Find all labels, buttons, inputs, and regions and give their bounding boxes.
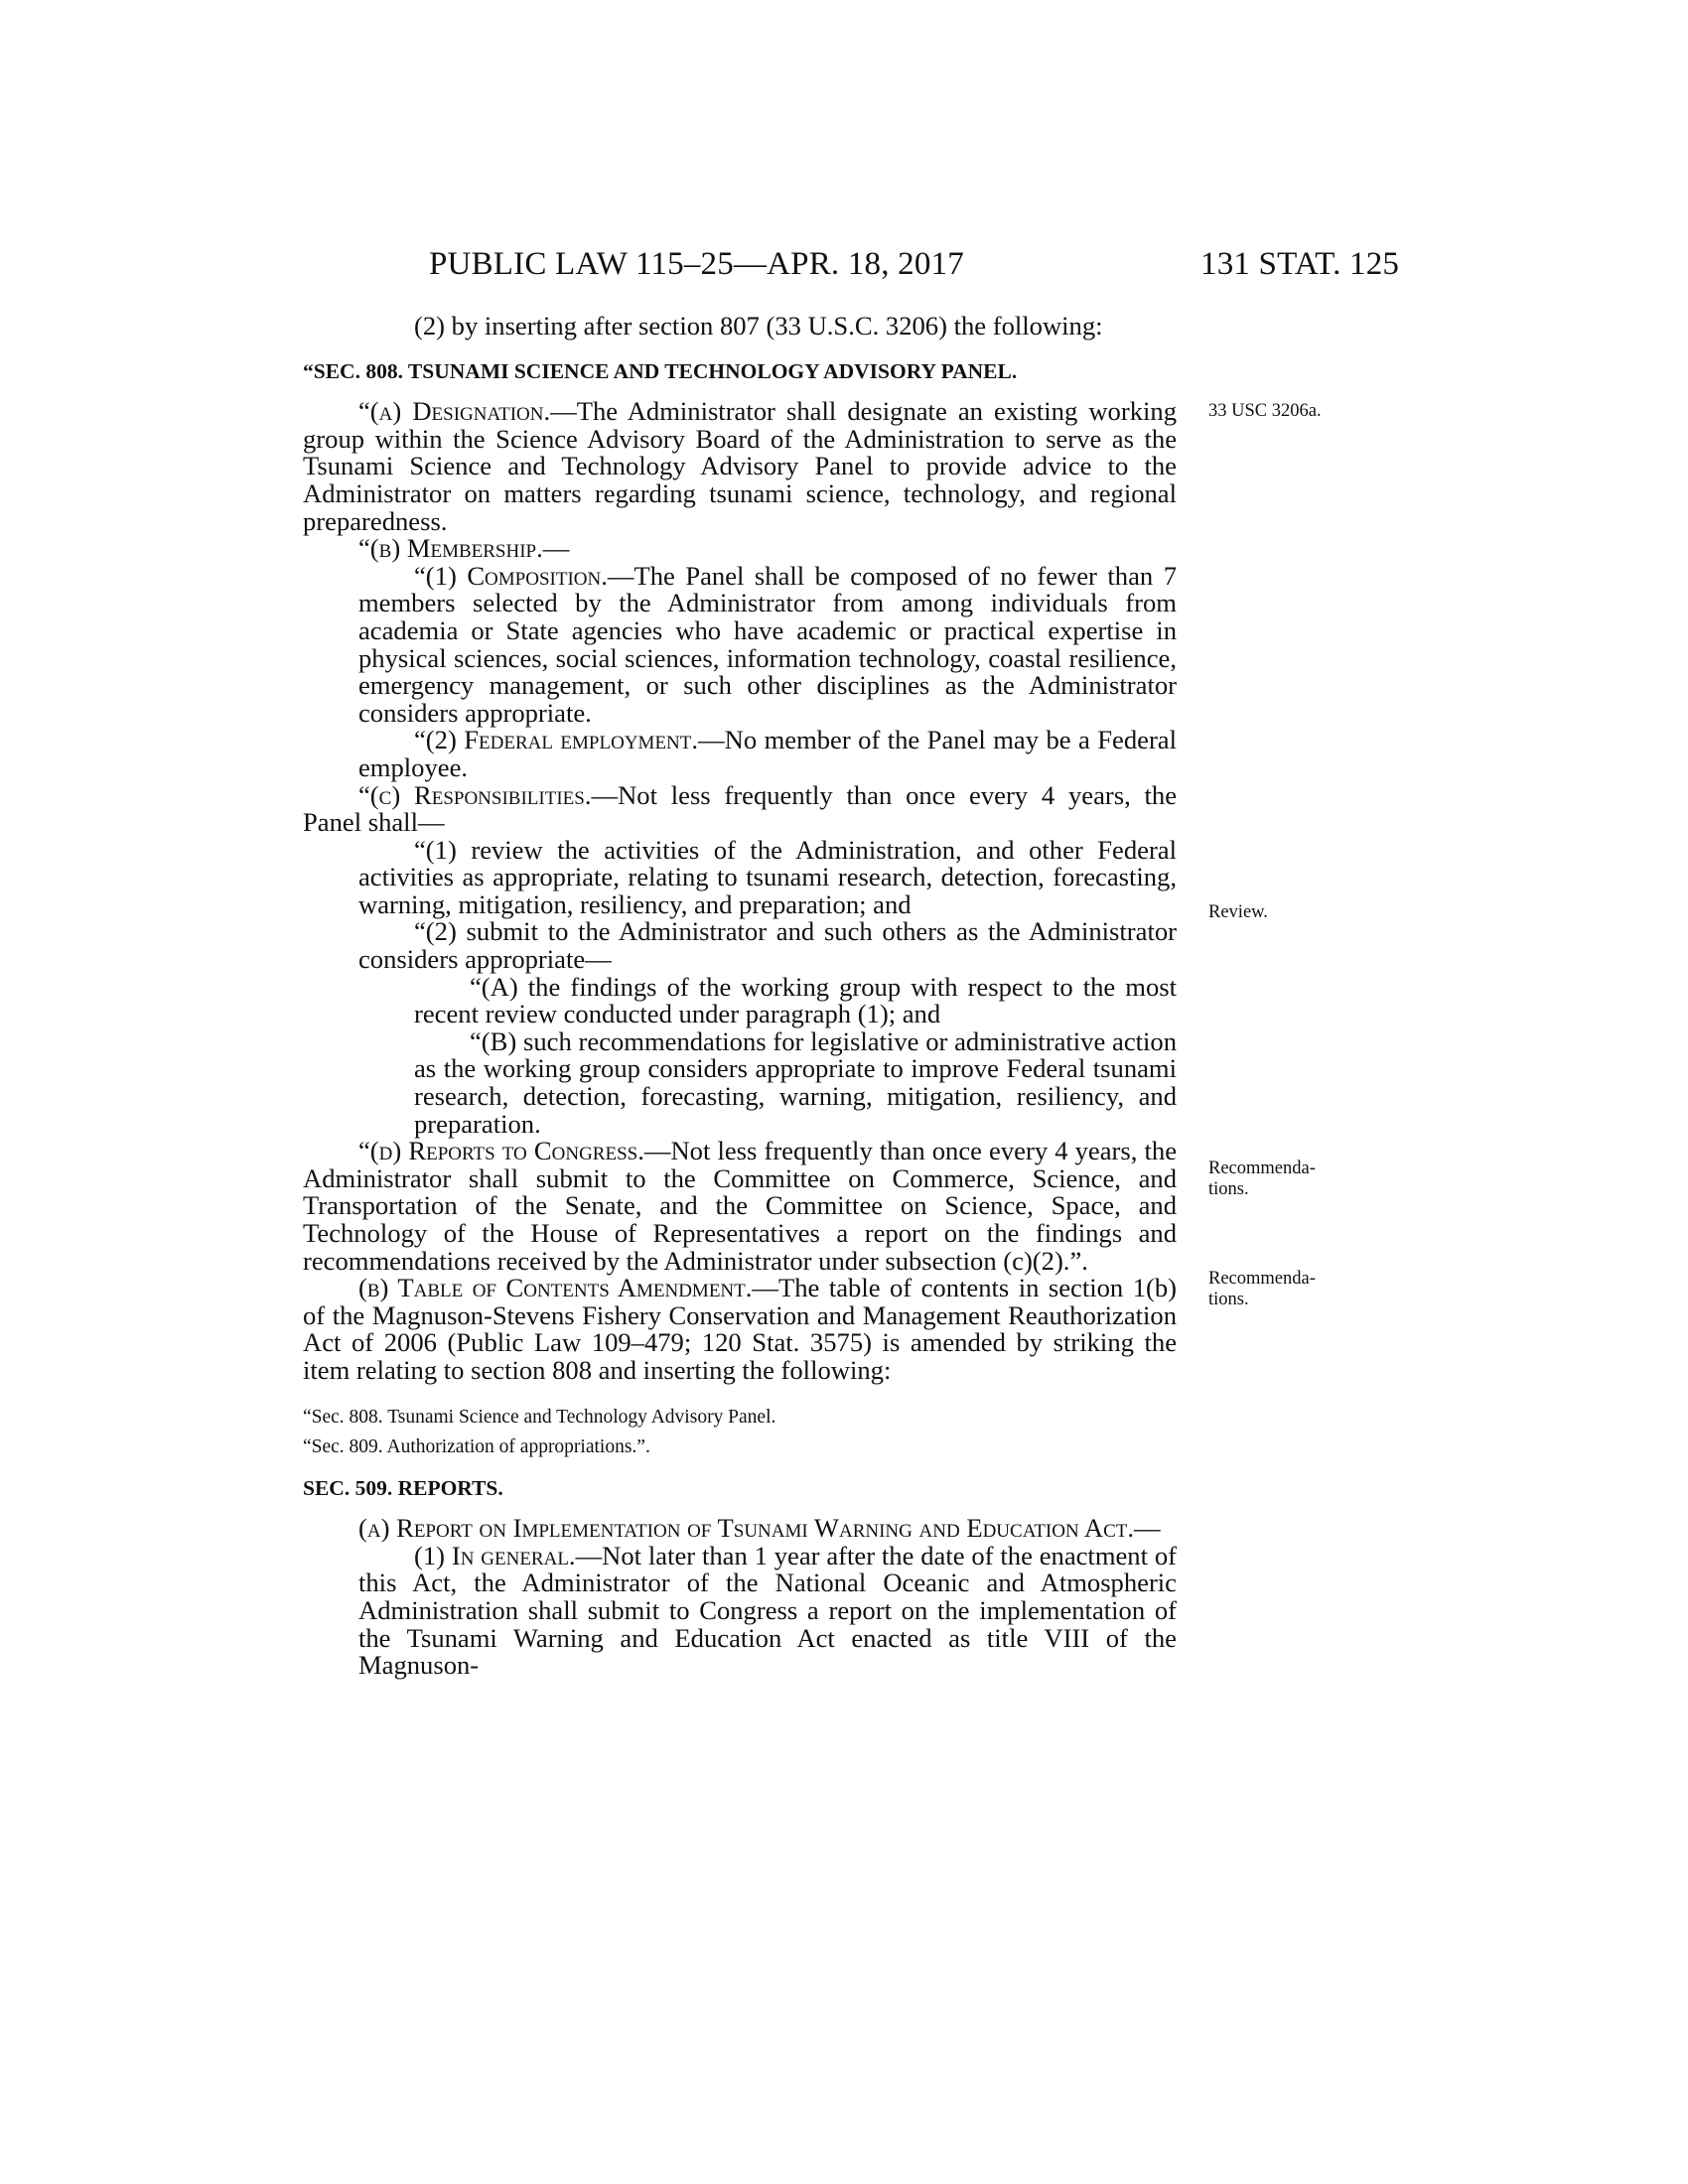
toc-amendment-text: —The table of contents in section 1(b) of the Magnuson-Stevens Fishery Conservation and Management Reauthorization Act of 2006 (Public Law 109–479; 120 Stat. 3575) is amended by striking the item relating to section 808 and inserting the following: bbox=[303, 1273, 1177, 1385]
toc-amendment bbox=[303, 1275, 1177, 1384]
subsection-b bbox=[303, 535, 1177, 563]
toc-amendment-heading: (b) Table of Contents Amendment. bbox=[358, 1273, 753, 1303]
paragraph-c1: “(1) review the activities of the Administration, and other Federal activities as appropriate, relating to tsunami research, detection, forecasting, warning, mitigation, resiliency, and preparation; and bbox=[358, 834, 1177, 919]
toc-item: “Sec. 808. Tsunami Science and Technology Advisory Panel. bbox=[303, 1406, 776, 1428]
paragraph-b1 bbox=[303, 560, 1177, 728]
reports-paragraph-1 bbox=[303, 1540, 1177, 1681]
subsection-b-heading: “(b) Membership. bbox=[358, 533, 543, 564]
subsection-c bbox=[303, 779, 1178, 838]
subsection-c-text: —Not less frequently than once every 4 years, the Panel shall— bbox=[303, 779, 1178, 838]
reports-subsection-a-heading: (a) Report on Implementation of Tsunami Warning and Education Act. bbox=[358, 1513, 1134, 1544]
paragraph-intro: (2) by inserting after section 807 (33 U.S.C. 3206) the following: bbox=[414, 311, 1103, 341]
reports-subsection-a-dash: — bbox=[1134, 1513, 1161, 1544]
margin-note-recommendations: Recommenda- tions. bbox=[1208, 1159, 1316, 1199]
subparagraph-cA: “(A) the findings of the working group with respect to the most recent review conducted under paragraph (1); and bbox=[414, 971, 1177, 1029]
margin-note-recommendations: Recommenda- tions. bbox=[1208, 1269, 1316, 1309]
subparagraph-cB: “(B) such recommendations for legislative or administrative action as the working group considers appropriate to improve Federal tsunami research, detection, forecasting, warning, mitigation, resiliency, and preparation. bbox=[414, 1025, 1177, 1139]
subsection-b-dash: — bbox=[542, 533, 570, 564]
subsection-a-heading: “(a) Designation. bbox=[358, 396, 551, 427]
subsection-d-text: —Not less frequently than once every 4 years, the Administrator shall submit to the Committee on Commerce, Science, and Transportation of the Senate, and the Committee on Science, Space, and Technology of the House of Representatives a report on the findings and recommendations received by the Administrator under subsection (c)(2).”. bbox=[303, 1136, 1177, 1276]
paragraph-b1-text: —The Panel shall be composed of no fewer than 7 members selected by the Administrator from among individuals from academia or State agencies who have academic or practical expertise in physical sciences, social sciences, information technology, coastal resilience, emergency management, or such other disciplines as the Administrator considers appropriate. bbox=[358, 560, 1177, 728]
main-text-column bbox=[303, 313, 1177, 1680]
running-header-left: PUBLIC LAW 115–25—APR. 18, 2017 bbox=[429, 246, 964, 282]
paragraph-b2-text: —No member of the Panel may be a Federal employee. bbox=[358, 725, 1177, 782]
margin-note-usc: 33 USC 3206a. bbox=[1208, 401, 1322, 421]
paragraph-b2 bbox=[303, 727, 1177, 781]
subsection-d bbox=[303, 1138, 1177, 1275]
paragraph-c2: “(2) submit to the Administrator and such others as the Administrator considers appropriate— bbox=[358, 916, 1177, 975]
subsection-d-heading: “(d) Reports to Congress. bbox=[358, 1136, 644, 1166]
reports-paragraph-1-heading: (1) In general. bbox=[414, 1540, 576, 1570]
section-509-heading: SEC. 509. REPORTS. bbox=[303, 1475, 503, 1500]
toc-items bbox=[303, 1403, 1177, 1462]
paragraph-b1-heading: “(1) Composition. bbox=[414, 560, 608, 591]
subsection-c-heading: “(c) Responsibilities. bbox=[358, 779, 592, 810]
page-citation: 131 STAT. 125 bbox=[1200, 246, 1400, 282]
toc-item: “Sec. 809. Authorization of appropriations.”. bbox=[303, 1435, 650, 1457]
paragraph-b2-heading: “(2) Federal employment. bbox=[414, 725, 699, 755]
reports-paragraph-1-text: —Not later than 1 year after the date of the enactment of this Act, the Administrator of the National Oceanic and Atmospheric Administration shall submit to Congress a report on the implementation of the Tsunami Warning and Education Act enacted as title VIII of the Magnuson- bbox=[358, 1540, 1177, 1681]
section-808-heading: “SEC. 808. TSUNAMI SCIENCE AND TECHNOLOGY ADVISORY PANEL. bbox=[303, 358, 1018, 383]
margin-note-review: Review. bbox=[1208, 902, 1268, 922]
reports-subsection-a bbox=[303, 1515, 1177, 1543]
subsection-a bbox=[303, 398, 1177, 535]
subsection-a-text: —The Administrator shall designate an existing working group within the Science Advisory Board of the Administration to serve as the Tsunami Science and Technology Advisory Panel to provide advice to the Administrator on matters regarding tsunami science, technology, and regional preparedness. bbox=[303, 396, 1177, 536]
